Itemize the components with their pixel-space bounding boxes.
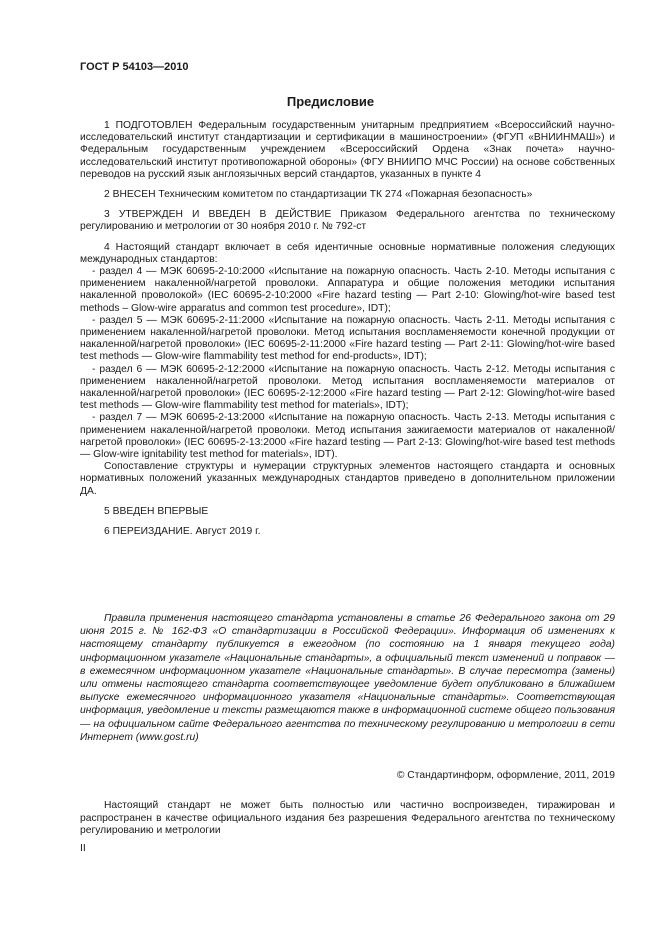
- notice-text: Правила применения настоящего стандарта установлены в статье 26 Федерального закона от 29 июня 2015 г. № 162-ФЗ «О стандартизации в Российской Федерации». Информация об изменениях к настоящему стандарту публикуется в ежегодном (по состоянию на 1 января текущего года) информационном указателе «Национальные стандарты», а официальный текст изменений и поправок — в ежемесячном информационном указателе «Национальные стандарты». В случае пересмотра (замены) или отмены настоящего стандарта соответствующее уведомление будет опубликовано в ближайшем выпуске ежемесячного информационного указателя «Национальные стандарты». Соответствующая информация, уведомление и тексты размещаются также в информационной системе общего пользования — на официальном сайте Федерального агентства по техническому регулированию и метрологии в сети Интернет (www.gost.ru): [80, 613, 615, 743]
- list-item: - раздел 7 — МЭК 60695-2-13:2000 «Испытание на пожарную опасность. Часть 2-13. Методы испытания с применением накаленной/нагретой проволоки. Метод испытания зажигаемости материалов от накаленной/нагретой проволоки» (IEC 60695-2-13:2000 «Fire hazard testing — Part 2-13: Glowing/hot-wire based test methods — Glow-wire ignitability test method for materials», IDT).: [80, 412, 615, 461]
- foreword-body: [80, 120, 615, 538]
- paragraph-3: 3 УТВЕРЖДЕН И ВВЕДЕН В ДЕЙСТВИЕ Приказом Федерального агентства по техническому регулированию и метрологии от 30 ноября 2010 г. № 792-ст: [80, 209, 615, 233]
- paragraph-5: 5 ВВЕДЕН ВПЕРВЫЕ: [104, 505, 209, 517]
- list-item: - раздел 5 — МЭК 60695-2-11:2000 «Испытание на пожарную опасность. Часть 2-11. Методы испытания с применением накаленной/нагретой проволоки. Метод испытания воспламеняемости конечной продукции от накаленной/нагретой проволоки» (IEC 60695-2-11:2000 «Fire hazard testing — Part 2-11: Glowing/hot-wire based test methods — Glow-wire flammability test method for end-products», IDT);: [80, 314, 615, 363]
- paragraph-2: 2 ВНЕСЕН Техническим комитетом по стандартизации ТК 274 «Пожарная безопасность»: [104, 189, 533, 201]
- rights-text: Настоящий стандарт не может быть полностью или частично воспроизведен, тиражирован и распространен в качестве официального издания без разрешения Федерального агентства по техническому регулированию и метрологии: [80, 800, 615, 836]
- rights-statement: [80, 800, 615, 838]
- page-number: II: [80, 842, 86, 854]
- paragraph-4: 4 Настоящий стандарт включает в себя идентичные основные нормативные положения следующих международных стандартов:: [80, 241, 615, 265]
- list-item: - раздел 4 — МЭК 60695-2-10:2000 «Испытание на пожарную опасность. Часть 2-10. Методы испытания с применением накаленной/нагретой проволоки. Аппаратура и общие положения методики испытания накаленной проволокой» (IEC 60695-2-10:2000 «Fire hazard testing — Part 2-10: Glowing/hot-wire based test methods – Glow-wire apparatus and common test procedure», IDT);: [80, 266, 615, 314]
- paragraph-1: 1 ПОДГОТОВЛЕН Федеральным государственным унитарным предприятием «Всероссийский научно-исследовательский институт стандартизации и сертификации в машиностроении» (ФГУП «ВНИИНМАШ») и Федеральным государственным учреждением «Всероссийский Ордена «Знак почета» научно-исследовательский институт противопожарной обороны» (ФГУ ВНИИПО МЧС России) на основе собственных переводов на русский язык англоязычных версий стандартов, указанных в пункте 4: [80, 120, 615, 180]
- page-title: Предисловие: [286, 94, 375, 109]
- standard-code: ГОСТ Р 54103—2010: [80, 61, 189, 73]
- paragraph-4-tail: Сопоставление структуры и нумерации структурных элементов настоящего стандарта и основных нормативных положений указанных международных стандартов приведено в дополнительном приложении ДА.: [80, 461, 615, 497]
- copyright-line: © Стандартинформ, оформление, 2011, 2019: [396, 770, 615, 781]
- legal-notice: [80, 612, 615, 744]
- list-item: - раздел 6 — МЭК 60695-2-12:2000 «Испытание на пожарную опасность. Часть 2-12. Методы испытания с применением накаленной/нагретой проволоки. Метод испытания воспламеняемости материалов от накаленной/нагретой проволоки» (IEC 60695-2-12:2000 «Fire hazard testing — Part 2-12: Glowing/hot-wire based test methods — Glow-wire flammability test method for materials», IDT);: [80, 363, 615, 412]
- paragraph-6: 6 ПЕРЕИЗДАНИЕ. Август 2019 г.: [104, 526, 261, 538]
